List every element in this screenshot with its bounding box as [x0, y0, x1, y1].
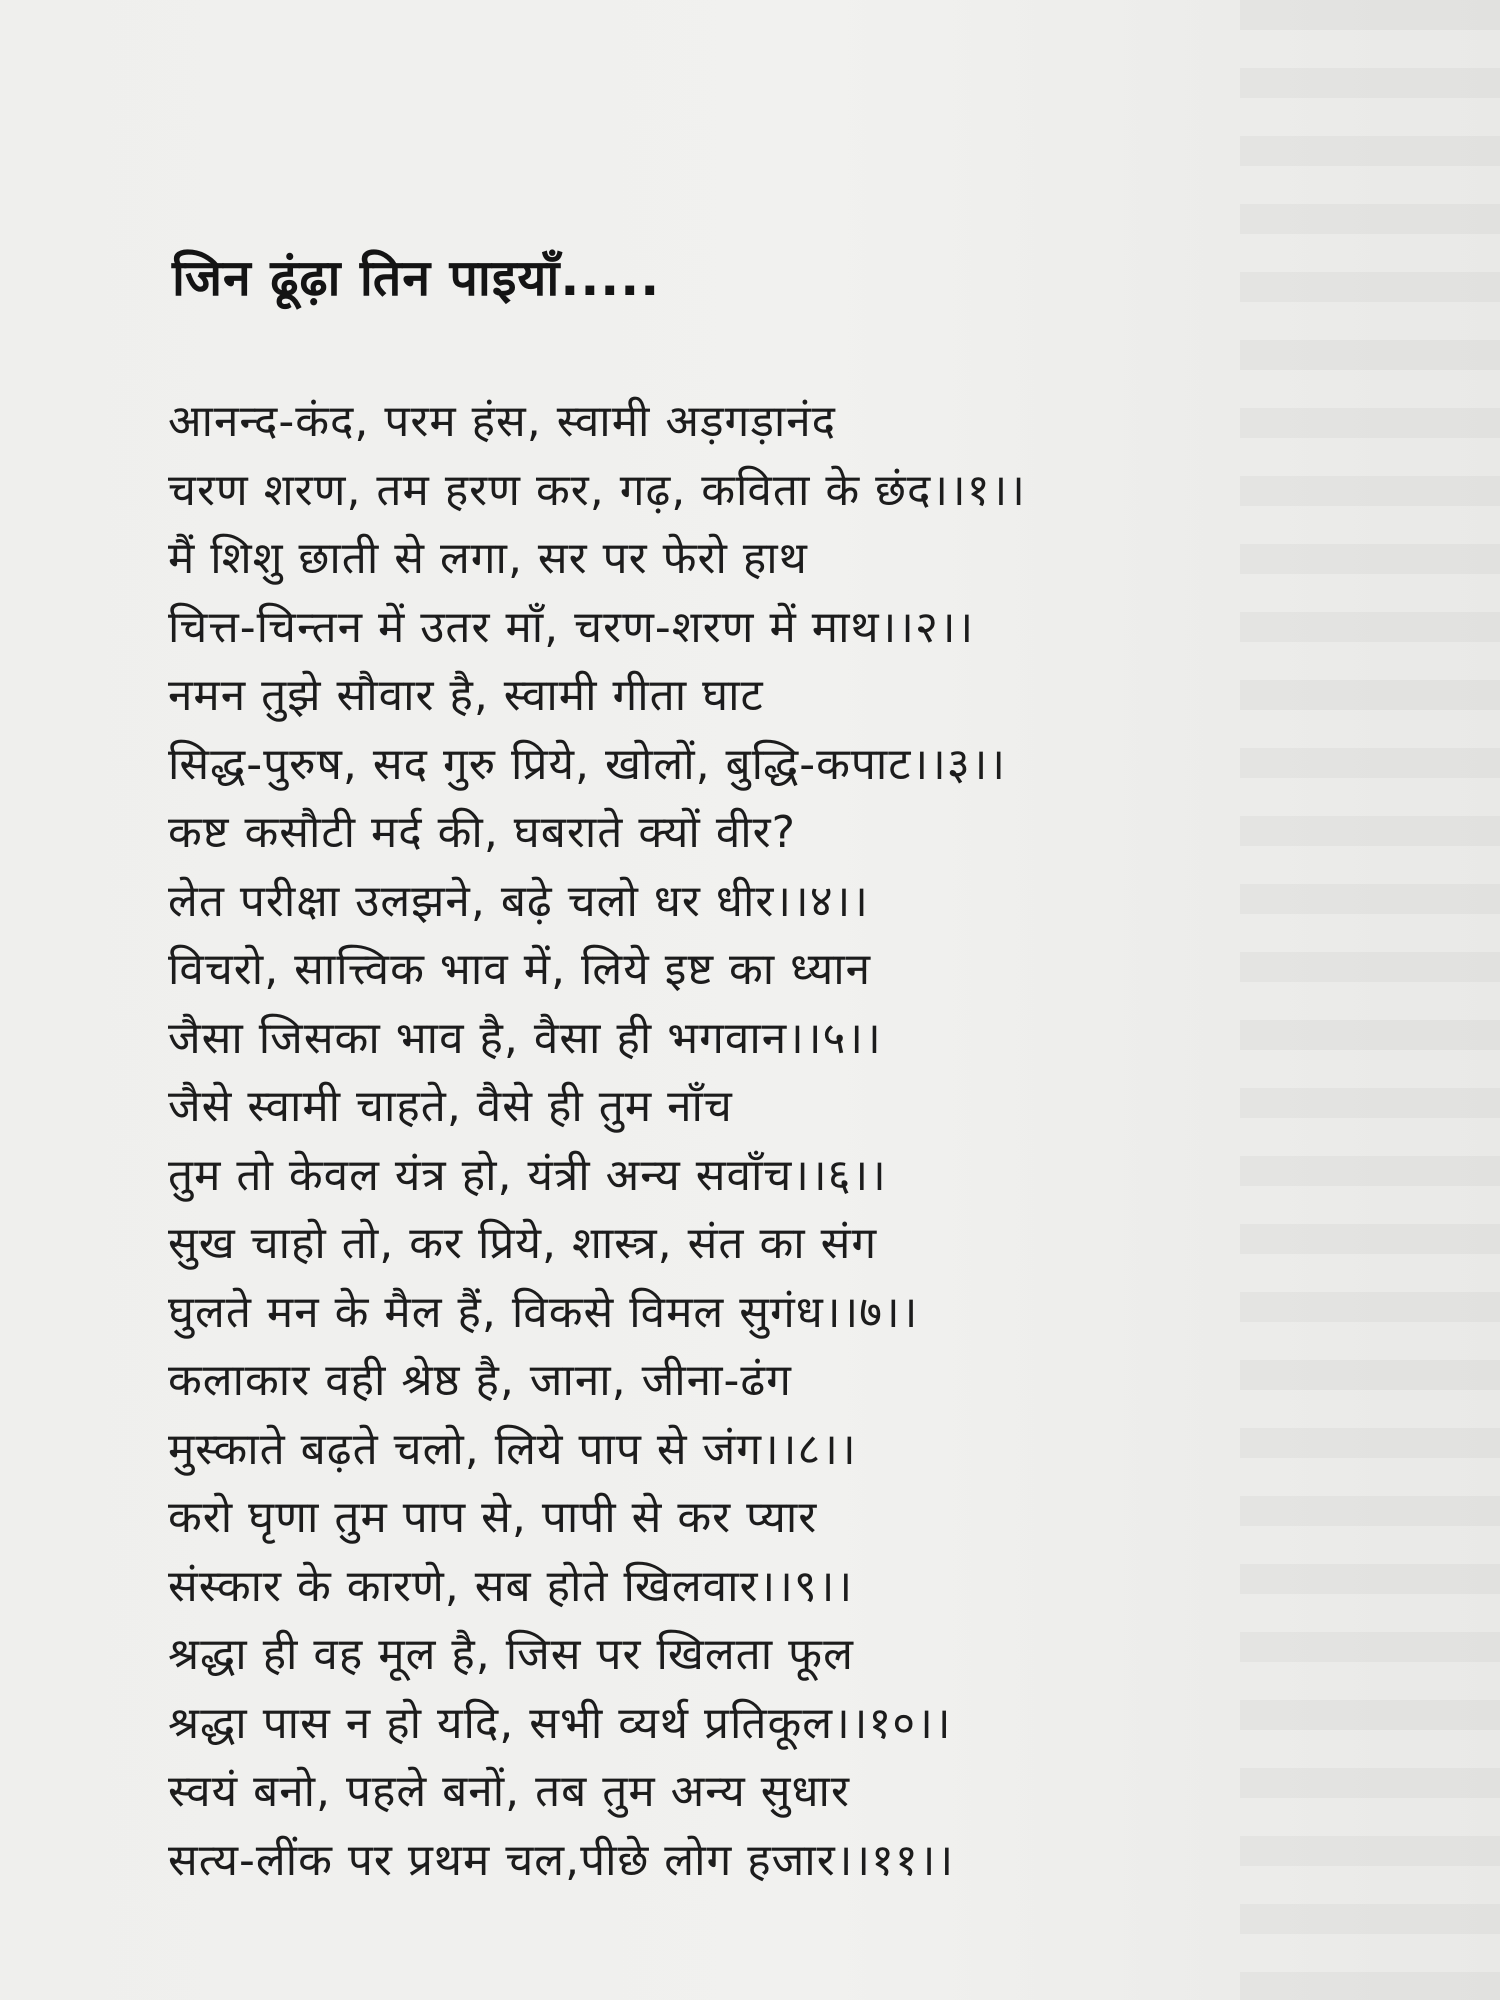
verse-line: मुस्काते बढ़ते चलो, लिये पाप से जंग।।८।। [168, 1423, 857, 1475]
verse-line: कलाकार वही श्रेष्ठ है, जाना, जीना-ढंग [168, 1355, 792, 1406]
verse-line: चित्त-चिन्तन में उतर माँ, चरण-शरण में माथ।।२।। [168, 601, 975, 653]
verse-line: संस्कार के कारणे, सब होते खिलवार।।९।। [168, 1560, 854, 1612]
verse-line: जैसे स्वामी चाहते, वैसे ही तुम नाँच [168, 1081, 733, 1132]
verse-line: विचरो, सात्त्विक भाव में, लिये इष्ट का ध्यान [168, 944, 872, 995]
verse-line: तुम तो केवल यंत्र हो, यंत्री अन्य सवाँच।।६।। [168, 1149, 887, 1201]
verse-line: कष्ट कसौटी मर्द की, घबराते क्यों वीर? [168, 807, 797, 858]
verse-line: स्वयं बनो, पहले बनों, तब तुम अन्य सुधार [168, 1766, 850, 1817]
verse-line: श्रद्धा ही वह मूल है, जिस पर खिलता फूल [168, 1629, 854, 1680]
verse-list [168, 388, 1026, 1895]
verse-line: श्रद्धा पास न हो यदि, सभी व्यर्थ प्रतिकूल।।१०।। [168, 1697, 952, 1749]
verse-line: जैसा जिसका भाव है, वैसा ही भगवान।।५।। [168, 1012, 882, 1064]
verse-line: सुख चाहो तो, कर प्रिये, शास्त्र, संत का संग [168, 1218, 878, 1269]
verse-line: सत्य-लींक पर प्रथम चल,पीछे लोग हजार।।११।। [168, 1834, 955, 1886]
verse-line: करो घृणा तुम पाप से, पापी से कर प्यार [168, 1492, 818, 1543]
verse-line: घुलते मन के मैल हैं, विकसे विमल सुगंध।।७।। [168, 1286, 919, 1338]
poem-title: जिन ढूंढ़ा तिन पाइयाँ..... [172, 249, 661, 307]
reverse-page-show-through [1240, 0, 1500, 2000]
verse-line: नमन तुझे सौवार है, स्वामी गीता घाट [168, 670, 764, 721]
verse-line: मैं शिशु छाती से लगा, सर पर फेरो हाथ [168, 533, 808, 584]
verse-line: चरण शरण, तम हरण कर, गढ़, कविता के छंद।।१।। [168, 464, 1026, 516]
verse-line: आनन्द-कंद, परम हंस, स्वामी अड़गड़ानंद [168, 396, 837, 447]
verse-line: सिद्ध-पुरुष, सद गुरु प्रिये, खोलों, बुद्धि-कपाट।।३।। [168, 738, 1007, 790]
verse-line: लेत परीक्षा उलझने, बढ़े चलो धर धीर।।४।। [168, 875, 869, 927]
